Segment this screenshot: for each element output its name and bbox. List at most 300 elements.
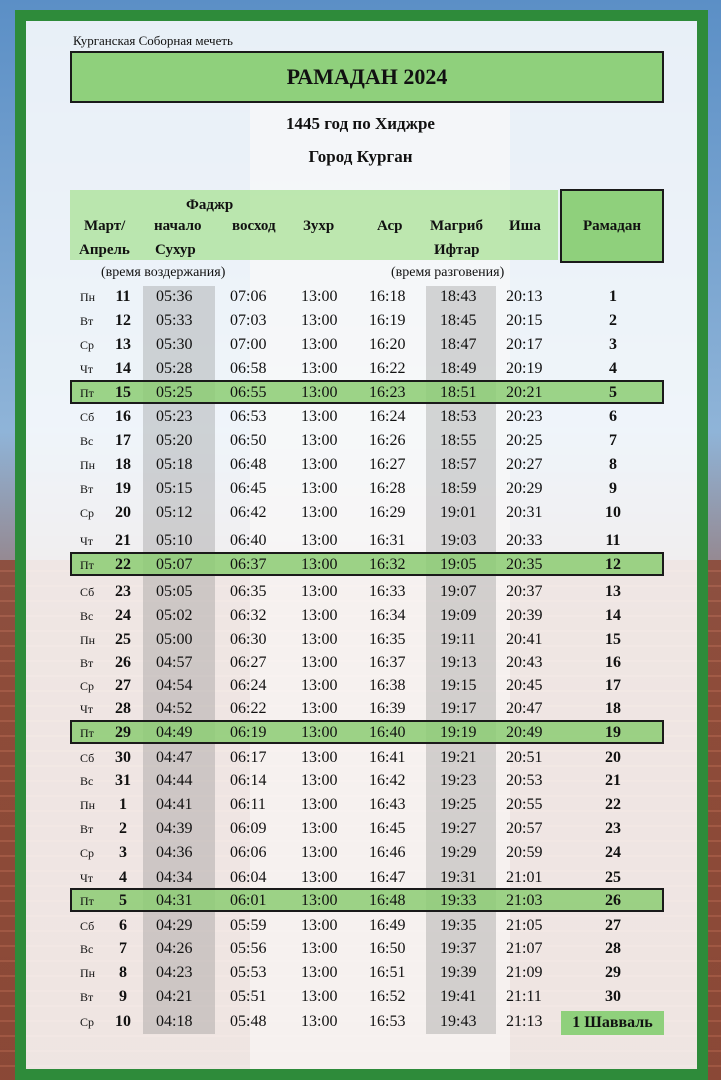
cell-zuhr: 13:00	[301, 988, 338, 1005]
cell-zuhr: 13:00	[301, 964, 338, 981]
cell-isha: 20:49	[506, 724, 543, 741]
cell-maghrib: 19:05	[440, 556, 477, 573]
table-row	[0, 985, 721, 1009]
table-row	[0, 628, 721, 652]
cell-asr: 16:51	[369, 964, 406, 981]
cell-zuhr: 13:00	[301, 654, 338, 671]
cell-isha: 20:45	[506, 677, 543, 694]
cell-asr: 16:38	[369, 677, 406, 694]
cell-asr: 16:20	[369, 336, 406, 353]
table-row	[0, 914, 721, 938]
cell-fajr: 04:31	[156, 892, 193, 909]
cell-sunrise: 05:59	[230, 917, 267, 934]
cell-asr: 16:52	[369, 988, 406, 1005]
cell-sunrise: 06:55	[230, 384, 267, 401]
cell-asr: 16:39	[369, 700, 406, 717]
table-row	[0, 604, 721, 628]
cell-day: 2	[119, 820, 127, 837]
table-row	[0, 866, 721, 890]
note-break-fast: (время разговения)	[391, 265, 505, 280]
cell-day: 21	[115, 532, 131, 549]
cell-day: 23	[115, 583, 131, 600]
cell-zuhr: 13:00	[301, 796, 338, 813]
cell-day: 11	[115, 288, 131, 305]
cell-maghrib: 19:11	[440, 631, 476, 648]
cell-isha: 20:47	[506, 700, 543, 717]
cell-sunrise: 06:50	[230, 432, 267, 449]
cell-zuhr: 13:00	[301, 480, 338, 497]
cell-dow: Сб	[80, 919, 95, 933]
table-row	[0, 477, 721, 501]
cell-dow: Пт	[80, 726, 94, 740]
cell-maghrib: 19:27	[440, 820, 477, 837]
cell-zuhr: 13:00	[301, 844, 338, 861]
cell-fajr: 04:36	[156, 844, 193, 861]
cell-fajr: 04:26	[156, 940, 193, 957]
table-row	[0, 580, 721, 604]
cell-fajr: 04:41	[156, 796, 193, 813]
friday-row	[0, 889, 721, 913]
cell-isha: 20:37	[506, 583, 543, 600]
cell-zuhr: 13:00	[301, 917, 338, 934]
cell-zuhr: 13:00	[301, 408, 338, 425]
cell-asr: 16:33	[369, 583, 406, 600]
cell-isha: 20:31	[506, 504, 543, 521]
cell-dow: Вс	[80, 609, 94, 623]
cell-rday: 13	[605, 583, 621, 600]
cell-isha: 20:43	[506, 654, 543, 671]
cell-asr: 16:45	[369, 820, 406, 837]
cell-fajr: 04:21	[156, 988, 193, 1005]
table-row	[0, 285, 721, 309]
cell-asr: 16:48	[369, 892, 406, 909]
cell-sunrise: 06:01	[230, 892, 267, 909]
cell-day: 24	[115, 607, 131, 624]
cell-asr: 16:23	[369, 384, 406, 401]
cell-zuhr: 13:00	[301, 820, 338, 837]
table-row	[0, 769, 721, 793]
cell-zuhr: 13:00	[301, 312, 338, 329]
cell-isha: 20:27	[506, 456, 543, 473]
cell-zuhr: 13:00	[301, 749, 338, 766]
cell-maghrib: 18:59	[440, 480, 477, 497]
header-suhur: Сухур	[155, 242, 196, 258]
cell-dow: Ср	[80, 1015, 95, 1029]
cell-fajr: 05:12	[156, 504, 193, 521]
cell-zuhr: 13:00	[301, 583, 338, 600]
cell-day: 3	[119, 844, 127, 861]
cell-fajr: 05:07	[156, 556, 193, 573]
cell-day: 31	[115, 772, 131, 789]
header-isha: Иша	[509, 218, 541, 234]
cell-zuhr: 13:00	[301, 607, 338, 624]
cell-day: 30	[115, 749, 131, 766]
cell-asr: 16:49	[369, 917, 406, 934]
cell-day: 13	[115, 336, 131, 353]
cell-fajr: 04:39	[156, 820, 193, 837]
cell-dow: Чт	[80, 534, 94, 548]
cell-rday: 16	[605, 654, 621, 671]
cell-rday: 9	[609, 480, 617, 497]
cell-maghrib: 18:49	[440, 360, 477, 377]
cell-maghrib: 18:57	[440, 456, 477, 473]
cell-sunrise: 06:27	[230, 654, 267, 671]
cell-dow: Пн	[80, 633, 96, 647]
cell-maghrib: 19:03	[440, 532, 477, 549]
cell-day: 1	[119, 796, 127, 813]
cell-dow: Сб	[80, 751, 95, 765]
header-iftar: Ифтар	[434, 242, 480, 258]
cell-isha: 20:19	[506, 360, 543, 377]
cell-maghrib: 18:53	[440, 408, 477, 425]
cell-rday: 4	[609, 360, 617, 377]
cell-dow: Ср	[80, 506, 95, 520]
cell-day: 17	[115, 432, 131, 449]
cell-zuhr: 13:00	[301, 700, 338, 717]
cell-maghrib: 18:45	[440, 312, 477, 329]
cell-zuhr: 13:00	[301, 456, 338, 473]
cell-fajr: 04:23	[156, 964, 193, 981]
cell-maghrib: 18:43	[440, 288, 477, 305]
cell-zuhr: 13:00	[301, 336, 338, 353]
cell-dow: Вт	[80, 656, 94, 670]
cell-asr: 16:41	[369, 749, 406, 766]
cell-sunrise: 07:03	[230, 312, 267, 329]
cell-isha: 20:39	[506, 607, 543, 624]
shawwal-badge: 1 Шавваль	[561, 1011, 664, 1035]
cell-asr: 16:22	[369, 360, 406, 377]
cell-maghrib: 19:19	[440, 724, 477, 741]
cell-rday: 19	[605, 724, 621, 741]
cell-rday: 29	[605, 964, 621, 981]
cell-rday: 25	[605, 869, 621, 886]
cell-rday: 3	[609, 336, 617, 353]
cell-rday: 18	[605, 700, 621, 717]
cell-fajr: 04:47	[156, 749, 193, 766]
cell-sunrise: 07:06	[230, 288, 267, 305]
cell-day: 6	[119, 917, 127, 934]
table-row	[0, 429, 721, 453]
header-fajr: Фаджр	[186, 197, 234, 213]
table-row	[0, 674, 721, 698]
cell-zuhr: 13:00	[301, 532, 338, 549]
cell-asr: 16:42	[369, 772, 406, 789]
note-abstain: (время воздержания)	[101, 265, 226, 280]
cell-dow: Вс	[80, 774, 94, 788]
cell-fajr: 05:18	[156, 456, 193, 473]
cell-maghrib: 19:01	[440, 504, 477, 521]
cell-sunrise: 06:11	[230, 796, 266, 813]
cell-sunrise: 06:17	[230, 749, 267, 766]
cell-rday: 1	[609, 288, 617, 305]
cell-day: 14	[115, 360, 131, 377]
cell-dow: Пт	[80, 894, 94, 908]
cell-sunrise: 06:24	[230, 677, 267, 694]
cell-maghrib: 19:37	[440, 940, 477, 957]
cell-fajr: 04:52	[156, 700, 193, 717]
cell-asr: 16:34	[369, 607, 406, 624]
cell-sunrise: 06:45	[230, 480, 267, 497]
cell-isha: 20:15	[506, 312, 543, 329]
cell-sunrise: 07:00	[230, 336, 267, 353]
cell-zuhr: 13:00	[301, 1013, 338, 1030]
cell-isha: 21:07	[506, 940, 543, 957]
cell-fajr: 04:44	[156, 772, 193, 789]
cell-dow: Вс	[80, 942, 94, 956]
header-date: Март/	[84, 218, 126, 234]
cell-dow: Пт	[80, 386, 94, 400]
cell-sunrise: 06:48	[230, 456, 267, 473]
cell-asr: 16:37	[369, 654, 406, 671]
cell-maghrib: 19:35	[440, 917, 477, 934]
cell-day: 7	[119, 940, 127, 957]
cell-zuhr: 13:00	[301, 432, 338, 449]
cell-isha: 21:03	[506, 892, 543, 909]
cell-rday: 12	[605, 556, 621, 573]
cell-dow: Пн	[80, 290, 96, 304]
cell-dow: Вт	[80, 314, 94, 328]
cell-sunrise: 06:06	[230, 844, 267, 861]
cell-dow: Пн	[80, 798, 96, 812]
cell-sunrise: 06:19	[230, 724, 267, 741]
cell-fajr: 05:23	[156, 408, 193, 425]
table-row	[0, 841, 721, 865]
table-row	[0, 309, 721, 333]
table-row	[0, 937, 721, 961]
cell-dow: Вт	[80, 822, 94, 836]
cell-dow: Ср	[80, 338, 95, 352]
table-row	[0, 793, 721, 817]
cell-zuhr: 13:00	[301, 504, 338, 521]
cell-asr: 16:40	[369, 724, 406, 741]
cell-fajr: 04:49	[156, 724, 193, 741]
cell-fajr: 05:20	[156, 432, 193, 449]
cell-fajr: 04:34	[156, 869, 193, 886]
cell-fajr: 05:25	[156, 384, 193, 401]
cell-asr: 16:46	[369, 844, 406, 861]
cell-isha: 20:51	[506, 749, 543, 766]
cell-asr: 16:35	[369, 631, 406, 648]
table-row	[0, 697, 721, 721]
header-ramadan: Рамадан	[560, 189, 664, 263]
cell-rday: 27	[605, 917, 621, 934]
cell-zuhr: 13:00	[301, 677, 338, 694]
cell-rday: 11	[605, 532, 621, 549]
cell-isha: 21:05	[506, 917, 543, 934]
cell-maghrib: 19:31	[440, 869, 477, 886]
cell-rday: 23	[605, 820, 621, 837]
cell-maghrib: 19:07	[440, 583, 477, 600]
cell-day: 15	[115, 384, 131, 401]
cell-dow: Ср	[80, 679, 95, 693]
cell-sunrise: 05:51	[230, 988, 267, 1005]
cell-zuhr: 13:00	[301, 940, 338, 957]
cell-day: 22	[115, 556, 131, 573]
cell-maghrib: 19:21	[440, 749, 477, 766]
cell-sunrise: 06:04	[230, 869, 267, 886]
header-sunrise: восход	[232, 218, 276, 234]
cell-fajr: 05:36	[156, 288, 193, 305]
cell-rday: 14	[605, 607, 621, 624]
cell-maghrib: 19:41	[440, 988, 477, 1005]
cell-rday: 21	[605, 772, 621, 789]
cell-isha: 20:13	[506, 288, 543, 305]
cell-maghrib: 18:47	[440, 336, 477, 353]
cell-dow: Чт	[80, 702, 94, 716]
cell-rday: 24	[605, 844, 621, 861]
cell-sunrise: 06:37	[230, 556, 267, 573]
cell-zuhr: 13:00	[301, 360, 338, 377]
cell-day: 18	[115, 456, 131, 473]
cell-sunrise: 06:22	[230, 700, 267, 717]
header-fajr-start: начало	[154, 218, 202, 234]
cell-asr: 16:19	[369, 312, 406, 329]
cell-dow: Вс	[80, 434, 94, 448]
cell-dow: Чт	[80, 362, 94, 376]
cell-rday: 7	[609, 432, 617, 449]
cell-dow: Пн	[80, 966, 96, 980]
cell-dow: Пн	[80, 458, 96, 472]
cell-dow: Вт	[80, 482, 94, 496]
header-asr: Аср	[377, 218, 403, 234]
cell-sunrise: 05:56	[230, 940, 267, 957]
cell-day: 28	[115, 700, 131, 717]
cell-isha: 20:23	[506, 408, 543, 425]
cell-isha: 20:35	[506, 556, 543, 573]
cell-fajr: 05:28	[156, 360, 193, 377]
cell-sunrise: 06:58	[230, 360, 267, 377]
cell-fajr: 05:15	[156, 480, 193, 497]
cell-day: 12	[115, 312, 131, 329]
cell-day: 26	[115, 654, 131, 671]
cell-asr: 16:27	[369, 456, 406, 473]
cell-dow: Сб	[80, 410, 95, 424]
cell-dow: Пт	[80, 558, 94, 572]
cell-fajr: 05:05	[156, 583, 193, 600]
cell-fajr: 04:54	[156, 677, 193, 694]
cell-isha: 20:29	[506, 480, 543, 497]
cell-fajr: 04:57	[156, 654, 193, 671]
cell-maghrib: 19:17	[440, 700, 477, 717]
cell-isha: 21:01	[506, 869, 543, 886]
cell-rday: 22	[605, 796, 621, 813]
cell-maghrib: 19:29	[440, 844, 477, 861]
cell-isha: 21:11	[506, 988, 542, 1005]
cell-day: 10	[115, 1013, 131, 1030]
cell-isha: 20:59	[506, 844, 543, 861]
cell-zuhr: 13:00	[301, 631, 338, 648]
table-row	[0, 405, 721, 429]
cell-asr: 16:47	[369, 869, 406, 886]
cell-rday: 2	[609, 312, 617, 329]
cell-maghrib: 19:39	[440, 964, 477, 981]
table-row	[0, 817, 721, 841]
cell-sunrise: 06:30	[230, 631, 267, 648]
table-row	[0, 746, 721, 770]
cell-fajr: 05:10	[156, 532, 193, 549]
cell-day: 19	[115, 480, 131, 497]
cell-day: 20	[115, 504, 131, 521]
friday-row	[0, 553, 721, 577]
cell-rday: 5	[609, 384, 617, 401]
cell-asr: 16:29	[369, 504, 406, 521]
cell-sunrise: 06:35	[230, 583, 267, 600]
cell-isha: 20:57	[506, 820, 543, 837]
cell-sunrise: 05:53	[230, 964, 267, 981]
cell-asr: 16:50	[369, 940, 406, 957]
cell-isha: 20:41	[506, 631, 543, 648]
cell-sunrise: 06:32	[230, 607, 267, 624]
table-row	[0, 333, 721, 357]
cell-maghrib: 19:15	[440, 677, 477, 694]
header-maghrib: Магриб	[430, 218, 483, 234]
friday-row	[0, 381, 721, 405]
cell-maghrib: 19:25	[440, 796, 477, 813]
cell-maghrib: 19:43	[440, 1013, 477, 1030]
cell-isha: 20:53	[506, 772, 543, 789]
city-name: Город Курган	[308, 147, 413, 166]
cell-asr: 16:26	[369, 432, 406, 449]
cell-day: 16	[115, 408, 131, 425]
friday-row	[0, 721, 721, 745]
cell-asr: 16:43	[369, 796, 406, 813]
cell-rday: 8	[609, 456, 617, 473]
table-row	[0, 961, 721, 985]
cell-isha: 20:17	[506, 336, 543, 353]
cell-isha: 20:55	[506, 796, 543, 813]
cell-zuhr: 13:00	[301, 556, 338, 573]
cell-fajr: 05:33	[156, 312, 193, 329]
cell-rday: 17	[605, 677, 621, 694]
cell-isha: 21:13	[506, 1013, 543, 1030]
cell-maghrib: 19:23	[440, 772, 477, 789]
cell-maghrib: 18:51	[440, 384, 477, 401]
cell-sunrise: 05:48	[230, 1013, 267, 1030]
cell-rday: 28	[605, 940, 621, 957]
cell-rday: 15	[605, 631, 621, 648]
cell-sunrise: 06:53	[230, 408, 267, 425]
table-row	[0, 651, 721, 675]
cell-zuhr: 13:00	[301, 869, 338, 886]
cell-rday: 6	[609, 408, 617, 425]
hijri-year: 1445 год по Хиджре	[286, 114, 435, 133]
cell-sunrise: 06:14	[230, 772, 267, 789]
cell-day: 27	[115, 677, 131, 694]
cell-rday: 26	[605, 892, 621, 909]
cell-fajr: 05:02	[156, 607, 193, 624]
cell-zuhr: 13:00	[301, 772, 338, 789]
cell-day: 5	[119, 892, 127, 909]
header-date-2: Апрель	[79, 242, 130, 258]
cell-dow: Вт	[80, 990, 94, 1004]
cell-asr: 16:31	[369, 532, 406, 549]
cell-fajr: 04:29	[156, 917, 193, 934]
cell-fajr: 05:00	[156, 631, 193, 648]
cell-day: 29	[115, 724, 131, 741]
cell-sunrise: 06:40	[230, 532, 267, 549]
cell-maghrib: 19:09	[440, 607, 477, 624]
cell-dow: Ср	[80, 846, 95, 860]
table-row	[0, 501, 721, 525]
cell-rday: 20	[605, 749, 621, 766]
table-row	[0, 453, 721, 477]
cell-sunrise: 06:42	[230, 504, 267, 521]
cell-zuhr: 13:00	[301, 724, 338, 741]
cell-zuhr: 13:00	[301, 892, 338, 909]
cell-sunrise: 06:09	[230, 820, 267, 837]
cell-day: 8	[119, 964, 127, 981]
mosque-name: Курганская Соборная мечеть	[73, 33, 233, 48]
